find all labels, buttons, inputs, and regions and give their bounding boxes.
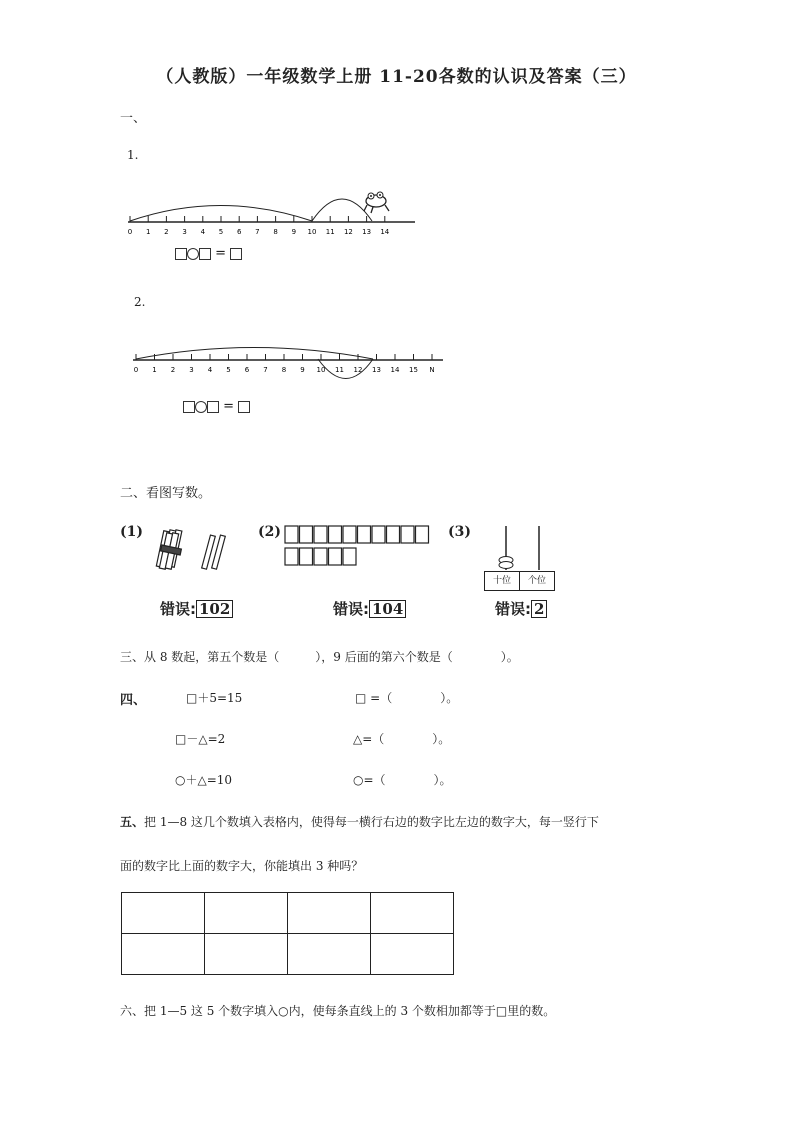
s4-row1-right: □ =（ ）。 [355,691,459,705]
s4-row1-left: □＋5=15 [186,691,243,705]
s4-row3-left: ○＋△=10 [175,773,233,787]
number-line-2 [128,340,448,390]
s4-row2-right: △=（ ）。 [353,732,451,746]
frame-box [285,526,298,543]
frame-box [416,526,429,543]
frame-box [285,548,298,565]
tick-label: 7 [255,228,260,236]
tick-label: 14 [380,228,390,236]
ten-frame-row [283,524,433,574]
frame-box [300,548,313,565]
tick-label: 6 [244,366,250,374]
item3-error-value: 2 [531,600,547,618]
tick-label: 12 [353,366,363,374]
item3-error: 错误: 2 [495,598,547,619]
frame-box [343,548,356,565]
page-title: （人教版）一年级数学上册 11-20各数的认识及答案（三） [156,67,637,87]
tick-label: 2 [170,366,176,374]
grid-cell[interactable] [205,934,288,975]
item1-error-value: 102 [196,600,233,618]
tick-label: 10 [307,228,317,236]
tick-label: 13 [372,366,381,374]
frame-box [401,526,414,543]
grid-cell[interactable] [205,893,288,934]
sticks-bundle-icon [154,527,234,577]
item2-label: (2) [258,524,281,540]
tick-label: 3 [182,228,187,236]
grid-cell[interactable] [288,893,371,934]
frame-box [329,548,342,565]
tick-label: 9 [291,228,297,236]
tick-label: 11 [325,228,335,236]
tick-label: 15 [409,366,418,374]
tick-label: N [429,366,435,374]
tick-label: 8 [281,366,287,374]
grid-cell[interactable] [122,934,205,975]
s4-row2-left: □－△=2 [175,732,226,746]
tick-label: 5 [218,228,224,236]
frame-box [387,526,400,543]
q2-number: 2. [134,295,146,309]
tick-label: 5 [226,366,231,374]
section4-heading: 四、 [120,693,147,708]
frame-box [300,526,313,543]
frog-icon [364,192,389,213]
tick-label: 13 [362,228,372,236]
frame-box [358,526,371,543]
item3-label: (3) [448,524,471,540]
section5-line2: 面的数字比上面的数字大，你能填出 3 种吗？ [120,859,364,873]
grid-cell[interactable] [371,893,454,934]
section1-heading: 一、 [120,111,147,126]
tick-label: 11 [335,366,344,374]
tick-label: 9 [300,366,305,374]
tens-label: 十位 [484,571,520,591]
ones-label: 个位 [520,571,555,591]
item1-label: (1) [120,524,143,540]
item2-error: 错误: 104 [333,598,406,619]
abacus-labels [484,571,555,591]
tick-label: 14 [390,366,400,374]
grid-cell[interactable] [122,893,205,934]
tick-label: 1 [145,228,151,236]
tick-label: 3 [189,366,194,374]
grid-cell[interactable] [288,934,371,975]
frame-box [372,526,385,543]
equation-1: = [175,246,242,261]
item1-error: 错误: 102 [160,598,233,619]
section2-heading: 二、看图写数。 [120,486,212,501]
answer-grid[interactable] [121,892,454,975]
tick-label: 1 [152,366,157,374]
abacus [484,524,559,576]
tick-label: 12 [343,228,353,236]
tick-label: 10 [316,366,326,374]
section3-text: 三、从 8 数起，第五个数是（ ），9 后面的第六个数是（ ）。 [120,650,519,664]
tick-label: 2 [164,228,169,236]
tick-label: 0 [133,366,139,374]
tick-label: 8 [273,228,278,236]
frame-box [314,526,327,543]
tick-label: 6 [236,228,242,236]
frame-box [343,526,356,543]
item2-error-value: 104 [369,600,406,618]
frame-box [314,548,327,565]
q1-number: 1. [127,148,139,162]
s4-row3-right: ○=（ ）。 [353,773,452,787]
number-line-1 [120,185,420,243]
grid-cell[interactable] [371,934,454,975]
tick-label: 7 [263,366,268,374]
frame-box [329,526,342,543]
section6-text: 六、把 1—5 这 5 个数字填入○内，使每条直线上的 3 个数相加都等于□里的数。 [120,1004,556,1018]
section5-line1: 五、把 1—8 这几个数填入表格内，使得每一横行右边的数字比左边的数字大，每一竖行下 [120,815,599,829]
tick-label: 4 [207,366,213,374]
tick-label: 0 [127,228,133,236]
equation-2: = [183,399,250,414]
tick-label: 4 [200,228,206,236]
